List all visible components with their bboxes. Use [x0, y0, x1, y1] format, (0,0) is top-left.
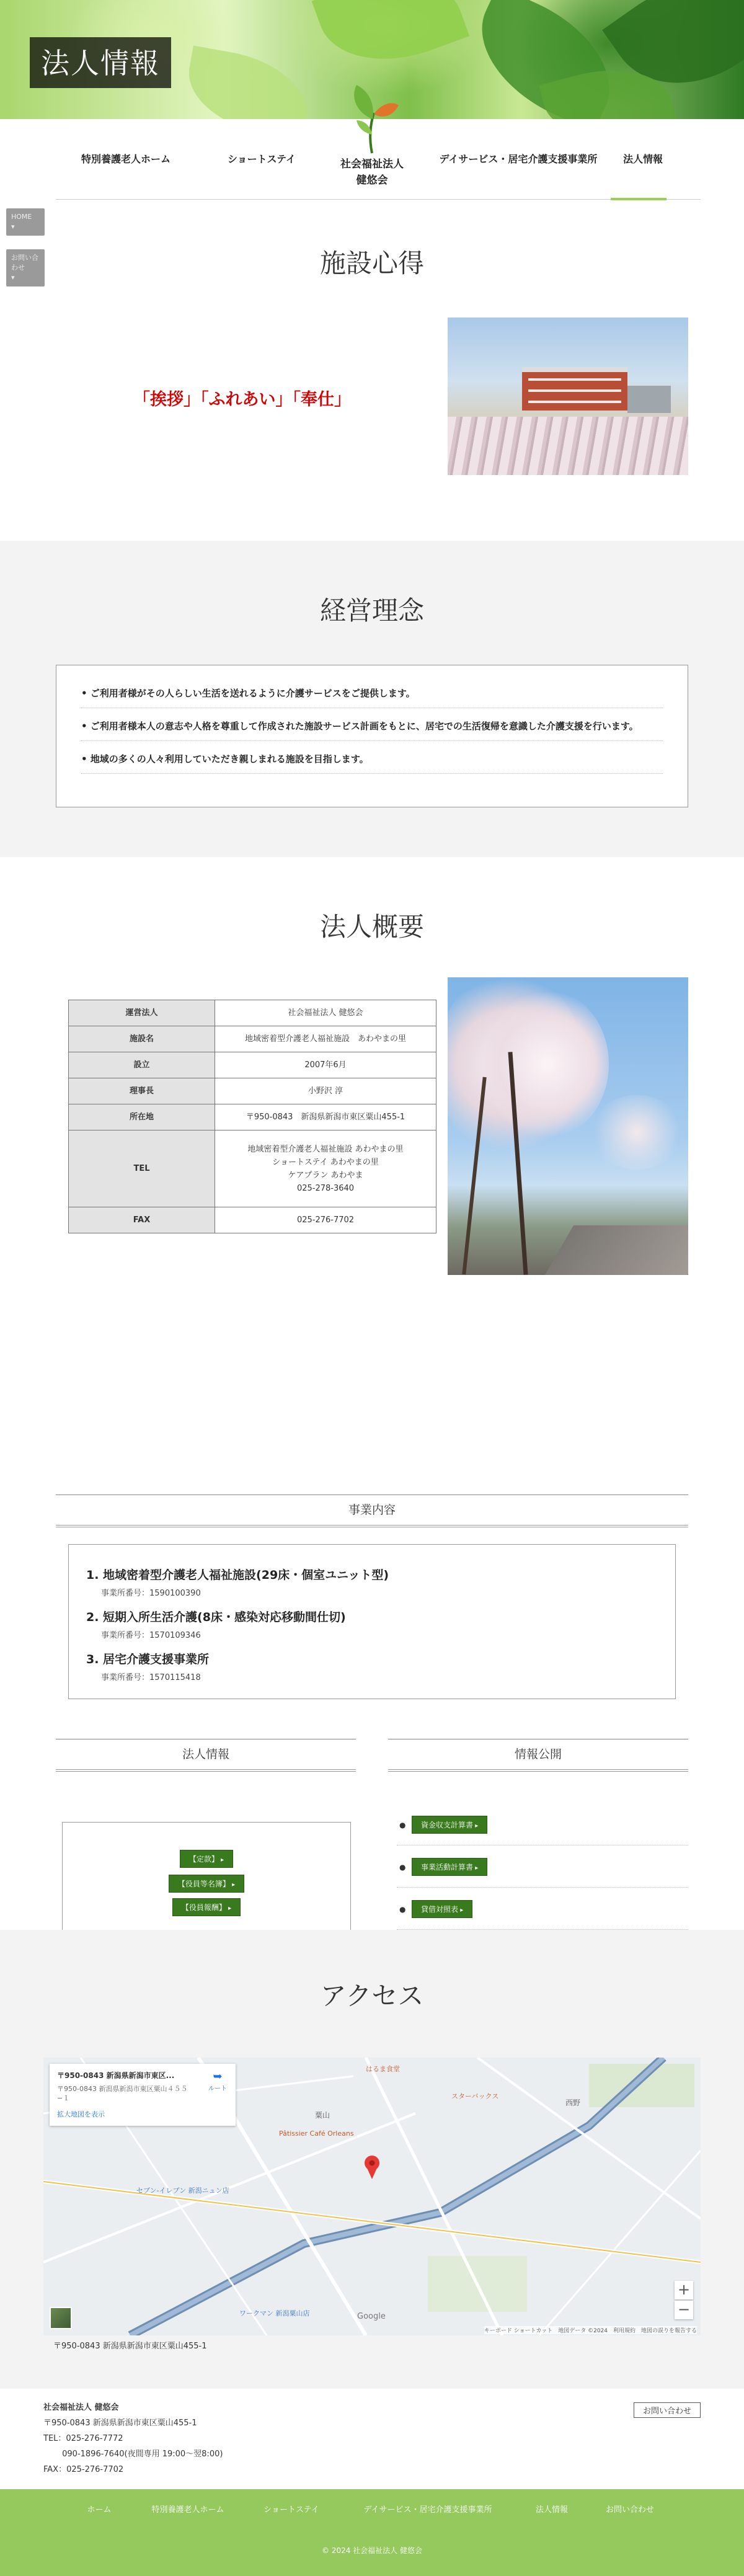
tel-line: ケアプラン あわやま: [288, 1170, 363, 1180]
footer-nav-contact[interactable]: お問い合わせ: [605, 2505, 655, 2515]
philosophy-section: [0, 541, 744, 857]
chevron-down-icon: ▾: [11, 273, 15, 282]
footer-tel: TEL：025-276-7772: [43, 2434, 123, 2443]
business-item-number: 事業所番号：1590100390: [101, 1589, 201, 1598]
table-value: 025-276-7702: [215, 1207, 436, 1233]
cherry-blossom-photo: [448, 977, 688, 1275]
table-value: 小野沢 淳: [215, 1078, 436, 1104]
footer-fax: FAX：025-276-7702: [43, 2465, 124, 2474]
map-label: セブン-イレブン 新潟ニュン店: [136, 2187, 229, 2195]
footer-nav: [0, 2489, 744, 2576]
table-key: 施設名: [69, 1026, 215, 1052]
map-label: 西野: [565, 2099, 581, 2107]
business-item-title: 3. 居宅介護支援事業所: [86, 1653, 210, 1666]
table-row: [69, 1130, 436, 1207]
articles-button[interactable]: 【定款】 ▸: [180, 1850, 233, 1868]
cashflow-statement-button[interactable]: 資金収支計算書 ▸: [412, 1816, 487, 1834]
footer-nav-day-service[interactable]: デイサービス・居宅介護支援事業所: [363, 2505, 492, 2515]
leaf-logo-icon: [344, 76, 400, 156]
facility-photo: [448, 318, 688, 475]
footer-contact-block: [43, 2400, 223, 2477]
table-key: 設立: [69, 1052, 215, 1078]
business-box: [68, 1544, 676, 1699]
overview-table: [68, 1000, 436, 1233]
officers-list-button[interactable]: 【役員等名簿】 ▸: [169, 1875, 244, 1893]
larger-map-link[interactable]: 拡大地図を表示: [57, 2110, 105, 2118]
officers-pay-button[interactable]: 【役員報酬】 ▸: [172, 1898, 241, 1916]
nav-item-day-service[interactable]: デイサービス・居宅介護支援事業所: [439, 153, 598, 165]
list-item: [397, 1852, 688, 1888]
logo-line1: 社会福祉法人: [340, 158, 404, 171]
disclosure-heading: 情報公開: [388, 1739, 688, 1772]
table-value: 社会福祉法人 健悠会: [215, 1000, 436, 1026]
nav-item-short-stay[interactable]: ショートステイ: [227, 153, 296, 165]
table-key: 理事長: [69, 1078, 215, 1104]
map-label: はるま食堂: [366, 2065, 400, 2073]
copyright: © 2024 社会福祉法人 健悠会: [322, 2546, 422, 2555]
business-item-title: 1. 地域密着型介護老人福祉施設(29床・個室ユニット型): [86, 1568, 389, 1582]
overview-section: [0, 857, 744, 1930]
table-row: [69, 1052, 436, 1078]
directions-button[interactable]: [208, 2070, 227, 2092]
list-item: • ご利用者様本人の意志や人格を尊重して作成された施設サービス計画をもとに、居宅での生活復帰を意識した介護支援を行います。: [81, 714, 663, 741]
tel-line: 025-278-3640: [296, 1183, 355, 1193]
list-item: [397, 1810, 688, 1845]
google-map[interactable]: [43, 2058, 701, 2335]
table-key: FAX: [69, 1207, 215, 1233]
zoom-in-button[interactable]: +: [675, 2281, 693, 2299]
directions-label: ルート: [208, 2085, 227, 2092]
map-info-card: [50, 2064, 236, 2126]
side-contact-label: お問い合わせ: [11, 254, 38, 272]
motto-text: 「挨拶」「ふれあい」「奉仕」: [133, 390, 351, 409]
bullet-icon: ●: [399, 1905, 406, 1914]
table-key: 運営法人: [69, 1000, 215, 1026]
table-value: 地域密着型介護老人福祉施設 あわやまの里: [215, 1026, 436, 1052]
motto-section: [0, 200, 744, 541]
balance-sheet-button[interactable]: 貸借対照表 ▸: [412, 1900, 472, 1918]
business-item-title: 2. 短期入所生活介護(8床・感染対応移動間仕切): [86, 1610, 346, 1624]
list-item: • 地域の多くの人々利用していただき親しまれる施設を目指します。: [81, 747, 663, 774]
access-title: アクセス: [320, 1981, 424, 2011]
footer-contact-button[interactable]: お問い合わせ: [634, 2402, 701, 2418]
list-item: • ご利用者様がその人らしい生活を送れるように介護サービスをご提供します。: [81, 682, 663, 708]
logo[interactable]: [340, 76, 404, 189]
satellite-toggle[interactable]: [50, 2307, 72, 2329]
table-value: 〒950-0843 新潟県新潟市東区粟山455-1: [215, 1104, 436, 1130]
access-section: [0, 1930, 744, 2389]
bullet-icon: ●: [399, 1821, 406, 1829]
corp-info-box: [62, 1822, 351, 1943]
footer-info-section: [0, 2389, 744, 2489]
motto-title: 施設心得: [319, 248, 424, 278]
map-label: スターバックス: [451, 2092, 499, 2100]
logo-line2: 健悠会: [356, 174, 388, 187]
list-item: [397, 1894, 688, 1930]
footer-nav-home[interactable]: ホーム: [87, 2505, 112, 2515]
nav-item-corporate-info[interactable]: 法人情報: [622, 153, 663, 165]
tel-line: ショートステイ あわやまの里: [272, 1157, 379, 1167]
map-label: 粟山: [315, 2111, 330, 2120]
table-key: 所在地: [69, 1104, 215, 1130]
table-key: TEL: [69, 1130, 215, 1207]
directions-icon: ➥: [213, 2070, 223, 2083]
table-row: [69, 1000, 436, 1026]
tel-line: 地域密着型介護老人福祉施設 あわやまの里: [247, 1144, 404, 1154]
map-attribution[interactable]: キーボード ショートカット 地図データ ©2024 利用規約 地図の誤りを報告する: [484, 2326, 697, 2334]
business-item-number: 事業所番号：1570109346: [101, 1631, 201, 1640]
footer-nav-corporate-info[interactable]: 法人情報: [535, 2505, 569, 2515]
activity-statement-button[interactable]: 事業活動計算書 ▸: [412, 1858, 487, 1876]
footer-org-name: 社会福祉法人 健悠会: [43, 2403, 119, 2412]
page-title: 法人情報: [30, 37, 171, 88]
business-heading: 事業内容: [56, 1495, 688, 1527]
google-logo: Google: [357, 2312, 386, 2321]
table-row: [69, 1104, 436, 1130]
table-row: [69, 1026, 436, 1052]
map-card-title: 〒950-0843 新潟県新潟市東区...: [57, 2071, 175, 2080]
overview-title: 法人概要: [319, 912, 424, 942]
bullet-icon: ●: [399, 1863, 406, 1872]
business-item-number: 事業所番号：1570115418: [101, 1673, 201, 1682]
table-value: [215, 1130, 436, 1207]
map-label: ワークマン 新潟粟山店: [239, 2309, 310, 2317]
philosophy-box: [56, 665, 688, 807]
chevron-down-icon: ▾: [11, 223, 15, 231]
footer-address: 〒950-0843 新潟県新潟市東区粟山455-1: [43, 2418, 197, 2428]
footer-nav-short-stay[interactable]: ショートステイ: [264, 2505, 319, 2515]
side-home-label: HOME: [11, 213, 32, 221]
nav-item-nursing-home[interactable]: 特別養護老人ホーム: [81, 153, 171, 165]
map-caption: 〒950-0843 新潟県新潟市東区粟山455-1: [53, 2342, 207, 2351]
philosophy-title: 経営理念: [319, 595, 424, 626]
table-row: [69, 1207, 436, 1233]
main-nav: [0, 119, 744, 200]
zoom-out-button[interactable]: −: [675, 2301, 693, 2319]
map-card-address: 〒950-0843 新潟県新潟市東区粟山４５５−１: [57, 2085, 188, 2102]
footer-nav-nursing-home[interactable]: 特別養護老人ホーム: [151, 2505, 224, 2515]
table-row: [69, 1078, 436, 1104]
table-value: 2007年6月: [215, 1052, 436, 1078]
map-label: Pâtissier Café Orleans: [279, 2130, 354, 2138]
corp-info-heading: 法人情報: [56, 1739, 356, 1772]
footer-tel-night: 090-1896-7640(夜間専用 19:00～翌8:00): [43, 2449, 223, 2459]
